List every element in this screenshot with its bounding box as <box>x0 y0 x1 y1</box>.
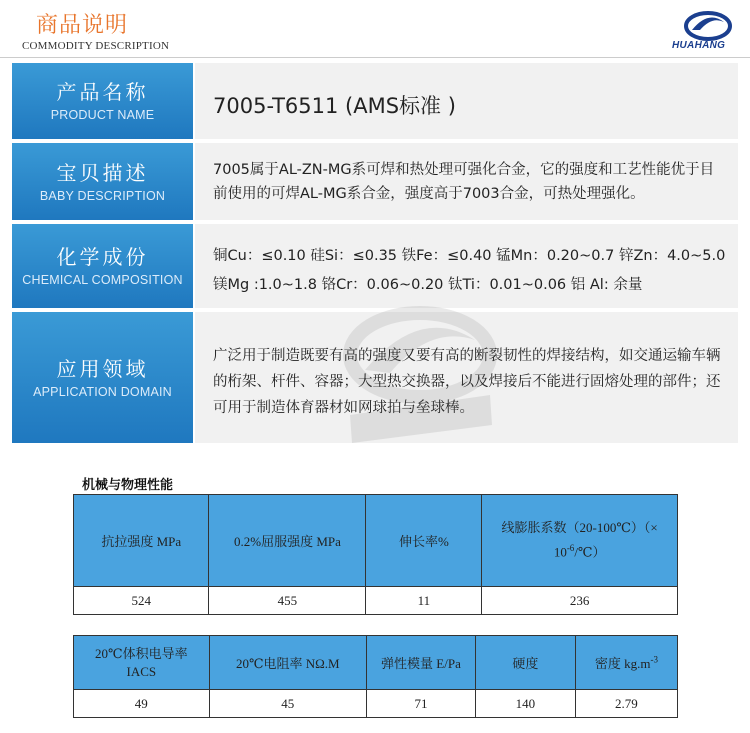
header-conductivity <box>74 636 210 690</box>
label-sub: PRODUCT NAME <box>50 108 155 122</box>
value-yield: 455 <box>209 587 366 615</box>
label-product-name <box>12 63 193 139</box>
content-product-name <box>195 63 738 139</box>
label-sub: BABY DESCRIPTION <box>39 188 166 203</box>
table-section-title: 机械与物理性能 <box>82 478 174 493</box>
mechanical-table <box>73 494 678 615</box>
header-yield: 0.2%屈服强度 MPa <box>209 495 366 587</box>
header-density-base: 密度 kg.m <box>594 656 651 671</box>
page-subtitle: COMMODITY DESCRIPTION <box>22 40 170 52</box>
application-text: 广泛用于制造既要有高的强度又要有高的断裂韧性的焊接结构，如交通运输车辆的桁架、杆件、容器；大型热交换器，以及焊接后不能进行固熔处理的部件；还可用于制造体育器材如网球拍与垒球棒。 <box>213 348 721 416</box>
value-elongation: 11 <box>366 587 482 615</box>
page-title: 商品说明 <box>36 13 129 38</box>
value-density: 2.79 <box>575 690 677 718</box>
value-hardness: 140 <box>475 690 575 718</box>
logo-text: HUAHANG <box>672 40 726 51</box>
header-density-exp: -3 <box>650 654 658 665</box>
header-conductivity-line1: 20℃体积电导率 <box>95 645 188 661</box>
content-chemical <box>195 224 738 308</box>
value-conductivity: 49 <box>74 690 210 718</box>
value-tensile: 524 <box>74 587 209 615</box>
header-divider <box>0 57 750 58</box>
physical-table <box>73 635 678 718</box>
header-expansion-unit: /℃） <box>574 544 606 560</box>
header-expansion-base: 10 <box>553 544 567 560</box>
header-elongation: 伸长率% <box>366 495 482 587</box>
value-expansion: 236 <box>482 587 678 615</box>
chemical-line-2: 镁Mg :1.0~1.8 铬Cr：0.06~0.20 钛Ti：0.01~0.06 铝 Al: 余量 <box>213 277 643 293</box>
content-application <box>195 312 738 443</box>
content-description <box>195 143 738 220</box>
header-expansion-line1: 线膨胀系数（20-100℃）（× <box>501 520 658 536</box>
label-chemical <box>12 224 193 308</box>
table-header-row <box>74 495 678 587</box>
table-row <box>74 587 678 615</box>
label-main: 化学成份 <box>56 245 149 269</box>
table-row <box>74 690 678 718</box>
header-expansion-exp: -6 <box>566 543 575 554</box>
table-header-row <box>74 636 678 690</box>
label-description <box>12 143 193 220</box>
label-main: 宝贝描述 <box>56 160 149 185</box>
label-application <box>12 312 193 443</box>
header-expansion <box>482 495 678 587</box>
label-main: 产品名称 <box>56 80 149 104</box>
header-conductivity-line2: IACS <box>126 663 157 679</box>
header-resistivity: 20℃电阻率 NΩ.M <box>209 636 366 690</box>
description-text: 7005属于AL-ZN-MG系可焊和热处理可强化合金，它的强度和工艺性能优于目前使用的可焊AL-MG系合金，强度高于7003合金，可热处理强化。 <box>213 162 715 202</box>
value-modulus: 71 <box>366 690 475 718</box>
header-tensile: 抗拉强度 MPa <box>74 495 209 587</box>
product-name-value: 7005-T6511 (AMS标准 ) <box>213 94 456 118</box>
value-resistivity: 45 <box>209 690 366 718</box>
header-modulus: 弹性模量 E/Pa <box>366 636 475 690</box>
header-hardness: 硬度 <box>475 636 575 690</box>
chemical-line-1: 铜Cu：≤0.10 硅Si：≤0.35 铁Fe：≤0.40 锰Mn：0.20~0.7 锌Zn：4.0~5.0 <box>213 248 726 264</box>
label-sub: CHEMICAL COMPOSITION <box>22 273 183 287</box>
header-density <box>575 636 677 690</box>
label-sub: APPLICATION DOMAIN <box>33 384 172 399</box>
label-main: 应用领域 <box>56 356 149 381</box>
